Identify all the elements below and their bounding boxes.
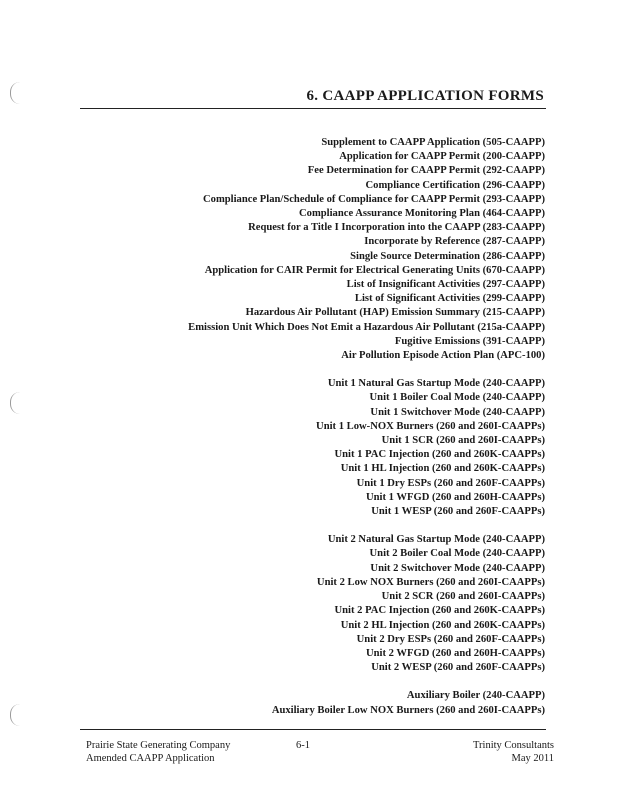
form-list-item: Unit 2 Switchover Mode (240-CAAPP) xyxy=(370,562,545,574)
form-list-item: Application for CAIR Permit for Electrical Generating Units (670-CAAPP) xyxy=(204,264,545,276)
form-list-item: Unit 1 WESP (260 and 260F-CAAPPs) xyxy=(371,506,545,518)
form-list-item: Unit 2 Boiler Coal Mode (240-CAAPP) xyxy=(369,548,545,560)
form-list-item: Unit 2 PAC Injection (260 and 260K-CAAPPs) xyxy=(334,605,545,617)
form-list-item: Unit 1 Dry ESPs (260 and 260F-CAAPPs) xyxy=(356,477,545,489)
form-list-item: Emission Unit Which Does Not Emit a Hazardous Air Pollutant (215a-CAAPP) xyxy=(188,321,545,333)
footer-company xyxy=(86,739,230,765)
form-list-item: Unit 1 Boiler Coal Mode (240-CAAPP) xyxy=(369,392,545,404)
form-list-item: Application for CAAPP Permit (200-CAAPP) xyxy=(339,151,545,163)
punch-hole-mark xyxy=(10,704,21,726)
form-list-item: Supplement to CAAPP Application (505-CAAPP) xyxy=(321,137,545,148)
form-list-item: Request for a Title I Incorporation into the CAAPP (283-CAAPP) xyxy=(248,222,545,234)
form-list-item: Auxiliary Boiler (240-CAAPP) xyxy=(406,690,545,702)
group-spacer xyxy=(188,363,545,377)
form-list-item: Unit 2 WFGD (260 and 260H-CAAPPs) xyxy=(365,647,545,659)
form-list-item: Unit 1 PAC Injection (260 and 260K-CAAPPs) xyxy=(334,449,545,461)
form-list-item: Unit 1 Low-NOX Burners (260 and 260I-CAAPPs) xyxy=(316,420,545,432)
footer-document-name: Amended CAAPP Application xyxy=(86,753,215,764)
form-list-item: Unit 2 SCR (260 and 260I-CAAPPs) xyxy=(381,591,545,603)
form-list-item: Fee Determination for CAAPP Permit (292-CAAPP) xyxy=(307,165,545,177)
form-list-item: Unit 1 Switchover Mode (240-CAAPP) xyxy=(370,406,545,418)
form-list-item: Unit 2 Low NOX Burners (260 and 260I-CAAPPs) xyxy=(316,576,545,588)
section-title: 6. CAAPP APPLICATION FORMS xyxy=(306,88,544,104)
form-list-item: Incorporate by Reference (287-CAAPP) xyxy=(364,236,545,248)
form-list-item: Compliance Certification (296-CAAPP) xyxy=(365,179,545,191)
footer-date: May 2011 xyxy=(511,753,554,764)
form-list-item: Fugitive Emissions (391-CAAPP) xyxy=(394,335,545,347)
form-list-item: Unit 1 WFGD (260 and 260H-CAAPPs) xyxy=(365,491,545,503)
form-list-item: Single Source Determination (286-CAAPP) xyxy=(350,250,545,262)
footer-rule xyxy=(80,729,546,730)
form-list-item: Unit 2 Dry ESPs (260 and 260F-CAAPPs) xyxy=(356,633,545,645)
form-list-item: Unit 2 HL Injection (260 and 260K-CAAPPs) xyxy=(340,619,545,631)
footer-consultant xyxy=(473,739,554,765)
form-list-item: Unit 2 WESP (260 and 260F-CAAPPs) xyxy=(371,662,545,674)
header-rule xyxy=(80,108,546,109)
group-spacer xyxy=(188,519,545,533)
form-list-item: List of Significant Activities (299-CAAPP) xyxy=(354,293,545,305)
form-list-item: Auxiliary Boiler Low NOX Burners (260 and 260I-CAAPPs) xyxy=(271,704,545,716)
form-list-item: Unit 2 Natural Gas Startup Mode (240-CAAPP) xyxy=(327,534,545,546)
form-list-item: Hazardous Air Pollutant (HAP) Emission Summary (215-CAAPP) xyxy=(245,307,545,319)
form-list-item: Air Pollution Episode Action Plan (APC-100) xyxy=(341,350,545,362)
form-list-item: Unit 1 HL Injection (260 and 260K-CAAPPs) xyxy=(340,463,545,475)
form-list-item: List of Insignificant Activities (297-CAAPP) xyxy=(346,279,545,291)
forms-list xyxy=(188,136,545,718)
footer-company-name: Prairie State Generating Company xyxy=(86,740,231,751)
footer-consultant-name: Trinity Consultants xyxy=(472,740,554,751)
form-list-item: Unit 1 Natural Gas Startup Mode (240-CAAPP) xyxy=(327,378,545,390)
punch-hole-mark xyxy=(10,82,21,104)
form-list-item: Compliance Plan/Schedule of Compliance for CAAPP Permit (293-CAAPP) xyxy=(203,193,545,205)
footer-page-number: 6-1 xyxy=(296,740,310,751)
form-list-item: Unit 1 SCR (260 and 260I-CAAPPs) xyxy=(381,435,545,447)
punch-hole-mark xyxy=(10,392,21,414)
group-spacer xyxy=(188,675,545,689)
form-list-item: Compliance Assurance Monitoring Plan (464-CAAPP) xyxy=(299,208,545,220)
